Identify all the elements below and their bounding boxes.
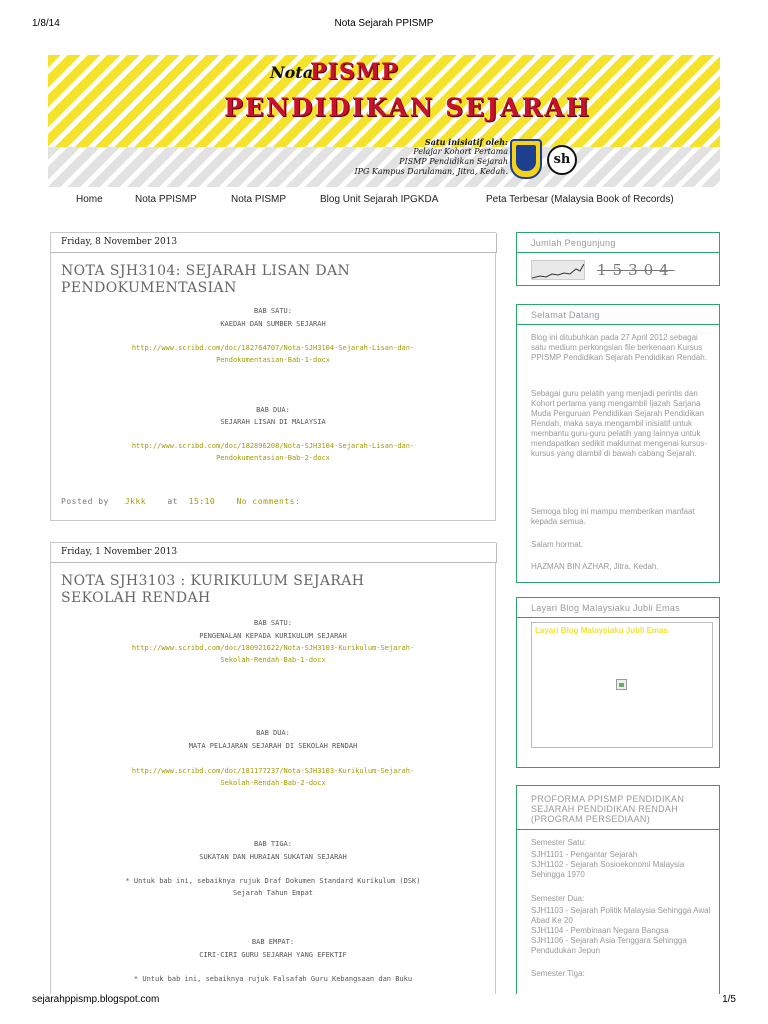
bab-name: PENGENALAN KEPADA KURIKULUM SEJARAH	[199, 632, 347, 640]
print-title: Nota Sejarah PPISMP	[334, 18, 434, 29]
jubli-banner-box[interactable]	[531, 622, 713, 748]
widget-title: Selamat Datang	[531, 310, 600, 320]
widget-title: Layari Blog Malaysiaku Jubli Emas	[531, 603, 680, 613]
comments-link[interactable]: No comments:	[236, 497, 301, 506]
post-sjh3104	[50, 232, 496, 521]
bab-name: SEJARAH LISAN DI MALAYSIA	[220, 418, 326, 426]
widget-visitors	[516, 232, 720, 286]
welcome-p4: Salam hormat.	[531, 540, 584, 549]
blog-banner[interactable]	[48, 55, 720, 187]
time-link[interactable]: 15:10	[188, 497, 216, 506]
widget-proforma	[516, 785, 720, 994]
welcome-p2: Sebagai guru pelatih yang menjadi perintis dan Kohort pertama yang mengambil Ijazah Sarjana Muda Perguruan Pendidikan Sejarah Pendidikan Rendah, maka saya mengambil inisiatif untuk membantu guru-guru pelatih yang lainnya untuk mendapatkan sedikit maklumat mengenai kursus-kursus yang diambil di bawah cabang Sejarah.	[531, 389, 708, 458]
semester-heading: Semester Dua:	[531, 894, 585, 903]
broken-image-icon	[616, 679, 627, 690]
bab-note: * Untuk bab ini, sebaiknya rujuk Draf Dokumen Standard Kurikulum (DSK)	[125, 877, 421, 885]
nav-nota-ppismp[interactable]: Nota PPISMP	[135, 194, 197, 205]
welcome-p3: Semoga blog ini mampu memberikan manfaat kepada semua.	[531, 507, 695, 526]
nav-nota-pismp[interactable]: Nota PISMP	[231, 194, 287, 205]
nav-blog-unit-sejarah[interactable]: Blog Unit Sejarah IPGKDA	[320, 194, 439, 205]
print-header	[0, 18, 768, 32]
course-item: SJH1101 - Pengantar Sejarah	[531, 850, 638, 859]
course-item: SJH1103 - Sejarah Politik Malaysia Sehingga Awal Abad Ke 20	[531, 906, 711, 925]
nav-home[interactable]: Home	[76, 194, 103, 205]
welcome-p1: Blog ini ditubuhkan pada 27 April 2012 sebagai satu medium perkongsian file berkenaan Kursus PPISMP Pendidikan Sejarah Pendidikan Rendah.	[531, 333, 707, 362]
credit-line: PISMP Pendidikan Sejarah	[399, 157, 508, 166]
post-date: Friday, 1 November 2013	[61, 547, 178, 557]
scribd-link[interactable]: http://www.scribd.com/doc/181177237/Nota-SJH3103-Kurikulum-Sejarah-	[131, 767, 415, 775]
print-footer	[0, 994, 768, 1008]
welcome-p5: HAZMAN BIN AZHAR, Jitra, Kedah.	[531, 562, 659, 571]
bab-note: * Untuk bab ini, sebaiknya rujuk Falsafah Guru Kebangsaan dan Buku	[133, 975, 413, 983]
bab-name: SUKATAN DAN HURAIAN SUKATAN SEJARAH	[199, 853, 347, 861]
bab-note: Sejarah Tahun Empat	[232, 889, 314, 897]
bab-name: MATA PELAJARAN SEJARAH DI SEKOLAH RENDAH	[188, 742, 358, 750]
semester-heading: Semester Satu:	[531, 838, 587, 847]
scribd-link[interactable]: Pendokumentasian-Bab-2-docx	[216, 454, 330, 462]
scribd-link[interactable]: http://www.scribd.com/doc/182896208/Nota-SJH3104-Sejarah-Lisan-dan-	[131, 442, 415, 450]
banner-nota: Nota	[270, 63, 314, 82]
bab-heading: BAB DUA:	[256, 729, 290, 737]
post-date: Friday, 8 November 2013	[61, 237, 178, 247]
widget-title: PROFORMA PPISMP PENDIDIKAN SEJARAH PENDIDIKAN RENDAH (PROGRAM PERSEDIAAN)	[531, 794, 685, 824]
visitor-graph-line	[532, 261, 585, 280]
widget-header	[517, 233, 719, 253]
scribd-link[interactable]: http://www.scribd.com/doc/180921622/Nota-SJH3103-Kurikulum-Sejarah-	[131, 644, 415, 652]
post-footer	[61, 497, 300, 506]
posted-by-label: Posted by	[61, 497, 109, 506]
print-page-number: 1/5	[722, 994, 736, 1005]
bab-name: KAEDAH DAN SUMBER SEJARAH	[220, 320, 326, 328]
widget-header	[517, 598, 719, 618]
course-item: SJH1102 - Sejarah Sosioekonomi Malaysia Sehingga 1970	[531, 860, 685, 879]
bab-name: CIRI-CIRI GURU SEJARAH YANG EFEKTIF	[199, 951, 347, 959]
ipg-logo	[510, 139, 542, 179]
course-item: SJH1104 - Pembinaan Negara Bangsa	[531, 926, 669, 935]
semester-heading: Semester Tiga:	[531, 969, 585, 978]
scribd-link[interactable]: http://www.scribd.com/doc/182764707/Nota-SJH3104-Sejarah-Lisan-dan-	[131, 344, 415, 352]
visitor-count: 15304	[597, 261, 675, 279]
scribd-link[interactable]: Pendokumentasian-Bab-1-docx	[216, 356, 330, 364]
widget-jubli-emas	[516, 597, 720, 768]
top-nav	[48, 191, 720, 211]
jubli-link[interactable]: Layari Blog Malaysiaku Jubli Emas	[535, 626, 668, 635]
post-date-bar	[51, 233, 497, 253]
widget-welcome	[516, 304, 720, 583]
at-label: at	[167, 497, 178, 506]
bab-heading: BAB SATU:	[254, 619, 292, 627]
banner-pismp: PISMP	[310, 59, 399, 85]
bab-heading: BAB EMPAT:	[251, 938, 295, 946]
scribd-link[interactable]: Sekolah-Rendah-Bab-1-docx	[220, 656, 326, 664]
bab-heading: BAB DUA:	[256, 406, 290, 414]
post-sjh3103	[50, 542, 496, 994]
post-title[interactable]: NOTA SJH3104: SEJARAH LISAN DAN PENDOKUMENTASIAN	[61, 263, 351, 296]
bab-heading: BAB SATU:	[254, 307, 292, 315]
sh-logo: sh	[547, 145, 577, 175]
print-url: sejarahppismp.blogspot.com	[32, 994, 160, 1005]
credit-line: Satu inisiatif oleh:	[424, 137, 508, 147]
credit-line: IPG Kampus Darulaman, Jitra, Kedah.	[354, 167, 508, 176]
course-item: SJH1106 - Sejarah Asia Tenggara Sehingga Pendudukan Jepun	[531, 936, 687, 955]
credit-line: Pelajar Kohort Pertama	[413, 147, 508, 156]
author-link[interactable]: Jkkk	[124, 497, 147, 506]
print-date: 1/8/14	[32, 18, 60, 29]
widget-header	[517, 786, 719, 830]
post-date-bar	[51, 543, 497, 563]
nav-peta-terbesar[interactable]: Peta Terbesar (Malaysia Book of Records)	[486, 194, 674, 205]
widget-header	[517, 305, 719, 325]
visitor-graph	[531, 260, 585, 280]
banner-credits	[354, 137, 508, 177]
banner-title: PENDIDIKAN SEJARAH	[224, 93, 592, 122]
bab-heading: BAB TIGA:	[254, 840, 292, 848]
scribd-link[interactable]: Sekolah-Rendah-Bab-2-docx	[220, 779, 326, 787]
widget-title: Jumlah Pengunjung	[531, 238, 616, 248]
post-title[interactable]: NOTA SJH3103 : KURIKULUM SEJARAH SEKOLAH RENDAH	[61, 573, 365, 606]
